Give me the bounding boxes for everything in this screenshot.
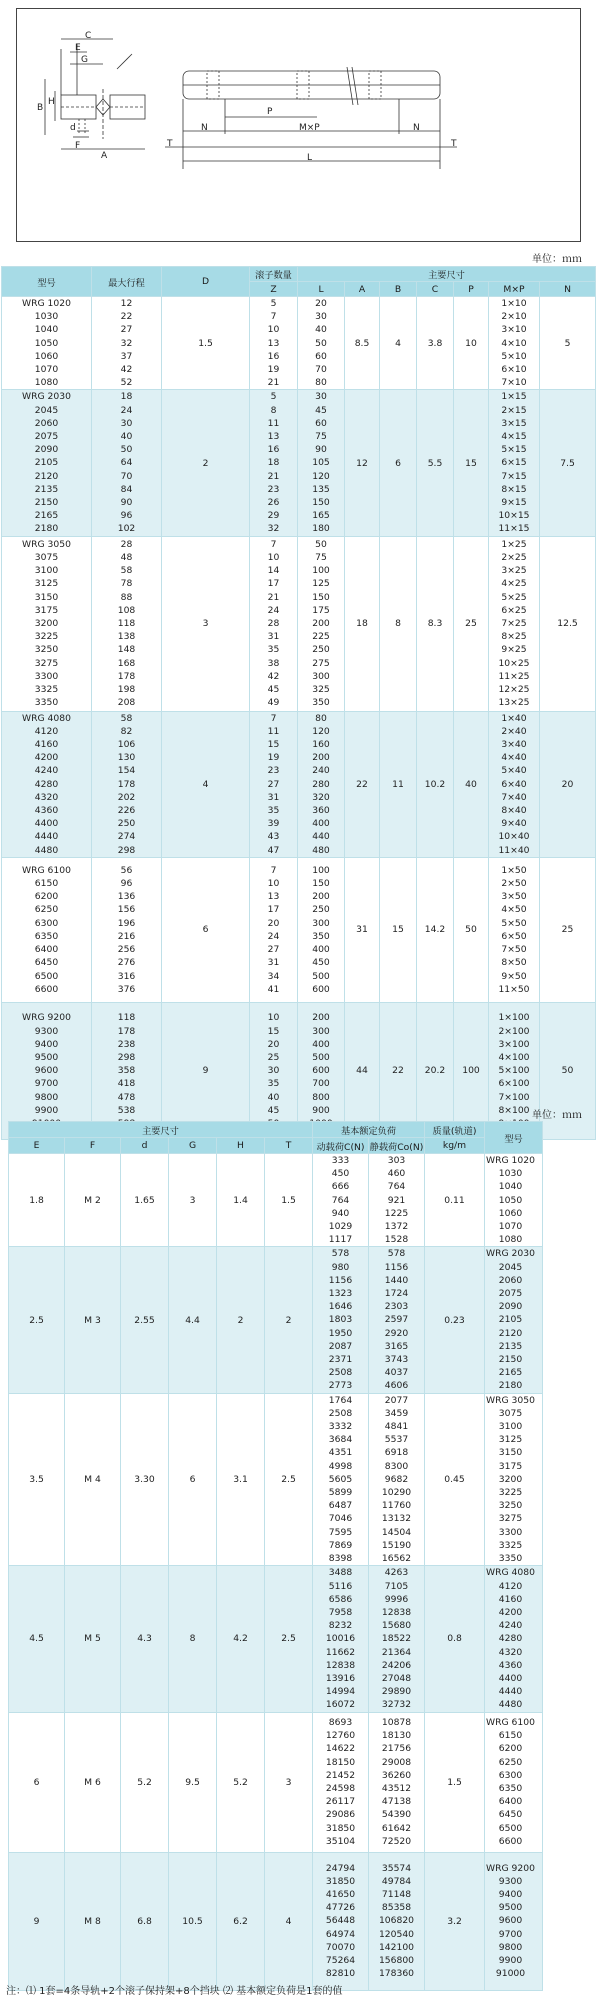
D-value: 6 <box>162 857 250 1002</box>
static-load-list: 303 460 764 921 1225 1372 1528 <box>369 1154 425 1247</box>
dim-label-A: A <box>101 151 108 161</box>
F-value: M 6 <box>65 1712 121 1852</box>
dynamic-load-list: 578 980 1156 1323 1646 1803 1950 2087 2371 2508 2773 <box>313 1247 369 1393</box>
technical-drawing <box>16 8 581 242</box>
dynamic-load-list: 24794 31850 41650 47726 56448 64974 70070 75264 82810 <box>313 1852 369 1990</box>
L-list: 100 150 200 250 300 350 400 450 500 600 <box>298 857 345 1002</box>
T-value: 2.5 <box>265 1393 313 1566</box>
F-value: M 3 <box>65 1247 121 1393</box>
B-value: 15 <box>380 857 417 1002</box>
stroke-list: 118 178 238 298 358 418 478 538 <box>92 1002 162 1139</box>
A-value: 31 <box>345 857 380 1002</box>
load-table <box>8 1121 543 1991</box>
E-value: 9 <box>9 1852 65 1990</box>
C-value: 10.2 <box>417 711 454 857</box>
H-value: 1.4 <box>217 1154 265 1247</box>
N-value: 25 <box>540 857 596 1002</box>
d-value: 6.8 <box>121 1852 169 1990</box>
MxP-list: 1×10 2×10 3×10 4×10 5×10 6×10 7×10 <box>489 297 540 390</box>
dimensions-table <box>1 266 596 1140</box>
model-list: WRG 6100 6150 6200 6250 6300 6350 6400 6450 6500 6600 <box>485 1712 543 1852</box>
D-value: 2 <box>162 390 250 536</box>
A-value: 22 <box>345 711 380 857</box>
header-H: H <box>217 1138 265 1154</box>
H-value: 2 <box>217 1247 265 1393</box>
F-value: M 8 <box>65 1852 121 1990</box>
B-value: 6 <box>380 390 417 536</box>
table-row <box>2 297 596 390</box>
header-A: A <box>345 282 380 297</box>
dynamic-load-list: 1764 2508 3332 3684 4351 4998 5605 5899 6487 7046 7595 7869 8398 <box>313 1393 369 1566</box>
L-list: 50 75 100 125 150 175 200 225 250 275 300 325 350 <box>298 536 345 711</box>
A-value: 8.5 <box>345 297 380 390</box>
B-value: 11 <box>380 711 417 857</box>
header-model-2: 型号 <box>485 1122 543 1154</box>
dim-label-L: L <box>307 153 313 163</box>
header-L: L <box>298 282 345 297</box>
dim-label-N-left: N <box>201 123 208 133</box>
table-row <box>9 1154 543 1247</box>
z-list: 7 11 15 19 23 27 31 35 39 43 47 <box>250 711 298 857</box>
mass-value: 0.23 <box>425 1247 485 1393</box>
dim-label-B: B <box>37 103 44 113</box>
header-main-dimensions-2: 主要尺寸 <box>9 1122 313 1138</box>
model-list: WRG 4080 4120 4160 4200 4240 4280 4320 4360 4400 4440 4480 <box>2 711 92 857</box>
d-value: 1.65 <box>121 1154 169 1247</box>
footnote: 注：⑴ 1套=4条导轨+2个滚子保持架+8个挡块 ⑵ 基本额定负荷是1套的值 <box>6 1986 343 1997</box>
d-value: 5.2 <box>121 1712 169 1852</box>
H-value: 4.2 <box>217 1566 265 1712</box>
header-N: N <box>540 282 596 297</box>
header-B: B <box>380 282 417 297</box>
L-list: 80 120 160 200 240 280 320 360 400 440 480 <box>298 711 345 857</box>
z-list: 7 10 14 17 21 24 28 31 35 38 42 45 49 <box>250 536 298 711</box>
header-d: d <box>121 1138 169 1154</box>
table-row <box>9 1393 543 1566</box>
stroke-list: 58 82 106 130 154 178 202 226 250 274 298 <box>92 711 162 857</box>
header-mass: 质量(轨道) <box>425 1122 485 1138</box>
static-load-list: 2077 3459 4841 5537 6918 8300 9682 10290 11760 13132 14504 15190 16562 <box>369 1393 425 1566</box>
mass-value: 0.45 <box>425 1393 485 1566</box>
header-MxP: M×P <box>489 282 540 297</box>
dim-label-T-right: T <box>451 139 457 149</box>
MxP-list: 1×25 2×25 3×25 4×25 5×25 6×25 7×25 8×25 9×25 10×25 11×25 12×25 13×25 <box>489 536 540 711</box>
header-rollers-z: Z <box>250 282 298 297</box>
z-list: 5 7 10 13 16 19 21 <box>250 297 298 390</box>
T-value: 2 <box>265 1247 313 1393</box>
E-value: 2.5 <box>9 1247 65 1393</box>
E-value: 3.5 <box>9 1393 65 1566</box>
static-load-list: 4263 7105 9996 12838 15680 18522 21364 24206 27048 29890 32732 <box>369 1566 425 1712</box>
L-list: 30 45 60 75 90 105 120 135 150 165 180 <box>298 390 345 536</box>
model-list: WRG 2030 2045 2060 2075 2090 2105 2120 2135 2150 2165 2180 <box>485 1247 543 1393</box>
T-value: 4 <box>265 1852 313 1990</box>
N-value: 5 <box>540 297 596 390</box>
mass-value: 1.5 <box>425 1712 485 1852</box>
header-F: F <box>65 1138 121 1154</box>
E-value: 1.8 <box>9 1154 65 1247</box>
mass-value: 3.2 <box>425 1852 485 1990</box>
unit-label-2: 单位：ｍｍ <box>532 1110 582 1121</box>
mass-value: 0.11 <box>425 1154 485 1247</box>
H-value: 5.2 <box>217 1712 265 1852</box>
G-value: 3 <box>169 1154 217 1247</box>
header-G: G <box>169 1138 217 1154</box>
G-value: 6 <box>169 1393 217 1566</box>
table-row <box>2 857 596 1002</box>
table-row <box>9 1852 543 1990</box>
D-value: 1.5 <box>162 297 250 390</box>
N-value: 20 <box>540 711 596 857</box>
G-value: 8 <box>169 1566 217 1712</box>
E-value: 4.5 <box>9 1566 65 1712</box>
C-value: 20.2 <box>417 1002 454 1139</box>
F-value: M 5 <box>65 1566 121 1712</box>
model-list: WRG 1020 1030 1040 1050 1060 1070 1080 <box>2 297 92 390</box>
C-value: 14.2 <box>417 857 454 1002</box>
model-list: WRG 6100 6150 6200 6250 6300 6350 6400 6450 6500 6600 <box>2 857 92 1002</box>
P-value: 50 <box>454 857 489 1002</box>
P-value: 25 <box>454 536 489 711</box>
model-list: WRG 3050 3075 3100 3125 3150 3175 3200 3225 3250 3275 3300 3325 3350 <box>485 1393 543 1566</box>
P-value: 100 <box>454 1002 489 1139</box>
model-list: WRG 3050 3075 3100 3125 3150 3175 3200 3225 3250 3275 3300 3325 3350 <box>2 536 92 711</box>
L-list: 20 30 40 50 60 70 80 <box>298 297 345 390</box>
C-value: 3.8 <box>417 297 454 390</box>
model-list: WRG 1020 1030 1040 1050 1060 1070 1080 <box>485 1154 543 1247</box>
H-value: 3.1 <box>217 1393 265 1566</box>
C-value: 8.3 <box>417 536 454 711</box>
header-stroke: 最大行程 <box>92 267 162 297</box>
D-value: 9 <box>162 1002 250 1139</box>
dynamic-load-list: 3488 5116 6586 7958 8232 10016 11662 12838 13916 14994 16072 <box>313 1566 369 1712</box>
A-value: 44 <box>345 1002 380 1139</box>
L-list: 200 300 400 500 600 700 800 900 <box>298 1002 345 1139</box>
dim-label-C: C <box>85 31 92 41</box>
A-value: 18 <box>345 536 380 711</box>
table-row <box>2 711 596 857</box>
header-mass-unit: kg/m <box>425 1138 485 1154</box>
model-list: WRG 9200 9300 9400 9500 9600 9700 9800 9900 91000 <box>485 1852 543 1990</box>
B-value: 4 <box>380 297 417 390</box>
N-value: 50 <box>540 1002 596 1139</box>
F-value: M 2 <box>65 1154 121 1247</box>
F-value: M 4 <box>65 1393 121 1566</box>
table-row <box>2 390 596 536</box>
MxP-list: 1×15 2×15 3×15 4×15 5×15 6×15 7×15 8×15 9×15 10×15 11×15 <box>489 390 540 536</box>
MxP-list: 1×50 2×50 3×50 4×50 5×50 6×50 7×50 8×50 9×50 11×50 <box>489 857 540 1002</box>
dim-label-d: d <box>70 123 76 133</box>
header-D: D <box>162 267 250 297</box>
P-value: 10 <box>454 297 489 390</box>
table-row <box>2 1002 596 1139</box>
header-model: 型号 <box>2 267 92 297</box>
G-value: 9.5 <box>169 1712 217 1852</box>
dim-label-P: P <box>267 107 273 117</box>
header-C: C <box>417 282 454 297</box>
dynamic-load-list: 8693 12760 14622 18150 21452 24598 26117 29086 31850 35104 <box>313 1712 369 1852</box>
C-value: 5.5 <box>417 390 454 536</box>
G-value: 4.4 <box>169 1247 217 1393</box>
dim-label-T-left: T <box>167 139 173 149</box>
unit-label-1: 单位：ｍｍ <box>532 254 582 265</box>
z-list: 5 8 11 13 16 18 21 23 26 29 32 <box>250 390 298 536</box>
table-row <box>9 1712 543 1852</box>
G-value: 10.5 <box>169 1852 217 1990</box>
static-load-list: 10878 18130 21756 29008 36260 43512 47138 54390 61642 72520 <box>369 1712 425 1852</box>
P-value: 40 <box>454 711 489 857</box>
MxP-list: 1×40 2×40 3×40 4×40 5×40 6×40 7×40 8×40 9×40 10×40 11×40 <box>489 711 540 857</box>
table-row <box>2 536 596 711</box>
header-P: P <box>454 282 489 297</box>
dim-label-E: E <box>75 43 81 53</box>
dim-label-G: G <box>81 55 88 65</box>
header-static-load: 静载荷Co(N) <box>369 1138 425 1154</box>
table-row <box>9 1247 543 1393</box>
dim-label-N-right: N <box>413 123 420 133</box>
E-value: 6 <box>9 1712 65 1852</box>
dim-label-MxP: M×P <box>299 123 320 133</box>
d-value: 4.3 <box>121 1566 169 1712</box>
B-value: 8 <box>380 536 417 711</box>
dim-label-H: H <box>48 97 55 107</box>
header-basic-load: 基本额定负荷 <box>313 1122 425 1138</box>
z-list: 7 10 13 17 20 24 27 31 34 41 <box>250 857 298 1002</box>
static-load-list: 578 1156 1440 1724 2303 2597 2920 3165 3743 4037 4606 <box>369 1247 425 1393</box>
stroke-list: 28 48 58 78 88 108 118 138 148 168 178 198 208 <box>92 536 162 711</box>
header-T: T <box>265 1138 313 1154</box>
mass-value: 0.8 <box>425 1566 485 1712</box>
N-value: 12.5 <box>540 536 596 711</box>
z-list: 10 15 20 25 30 35 40 45 <box>250 1002 298 1139</box>
d-value: 2.55 <box>121 1247 169 1393</box>
D-value: 4 <box>162 711 250 857</box>
header-main-dimensions: 主要尺寸 <box>298 267 596 282</box>
dim-label-F: F <box>75 141 81 151</box>
A-value: 12 <box>345 390 380 536</box>
stroke-list: 18 24 30 40 50 64 70 84 90 96 102 <box>92 390 162 536</box>
header-dynamic-load: 动载荷C(N) <box>313 1138 369 1154</box>
d-value: 3.30 <box>121 1393 169 1566</box>
header-rollers: 滚子数量 <box>250 267 298 282</box>
table-row <box>9 1566 543 1712</box>
T-value: 2.5 <box>265 1566 313 1712</box>
static-load-list: 35574 49784 71148 85358 106820 120540 142100 156800 178360 <box>369 1852 425 1990</box>
D-value: 3 <box>162 536 250 711</box>
model-list: WRG 9200 9300 9400 9500 9600 9700 9800 9900 <box>2 1002 92 1139</box>
N-value: 7.5 <box>540 390 596 536</box>
model-list: WRG 4080 4120 4160 4200 4240 4280 4320 4360 4400 4440 4480 <box>485 1566 543 1712</box>
H-value: 6.2 <box>217 1852 265 1990</box>
B-value: 22 <box>380 1002 417 1139</box>
T-value: 1.5 <box>265 1154 313 1247</box>
model-list: WRG 2030 2045 2060 2075 2090 2105 2120 2135 2150 2165 2180 <box>2 390 92 536</box>
P-value: 15 <box>454 390 489 536</box>
MxP-list: 1×100 2×100 3×100 4×100 5×100 6×100 7×100 8×100 <box>489 1002 540 1139</box>
dynamic-load-list: 333 450 666 764 940 1029 1117 <box>313 1154 369 1247</box>
stroke-list: 12 22 27 32 37 42 52 <box>92 297 162 390</box>
T-value: 3 <box>265 1712 313 1852</box>
stroke-list: 56 96 136 156 196 216 256 276 316 376 <box>92 857 162 1002</box>
header-E: E <box>9 1138 65 1154</box>
